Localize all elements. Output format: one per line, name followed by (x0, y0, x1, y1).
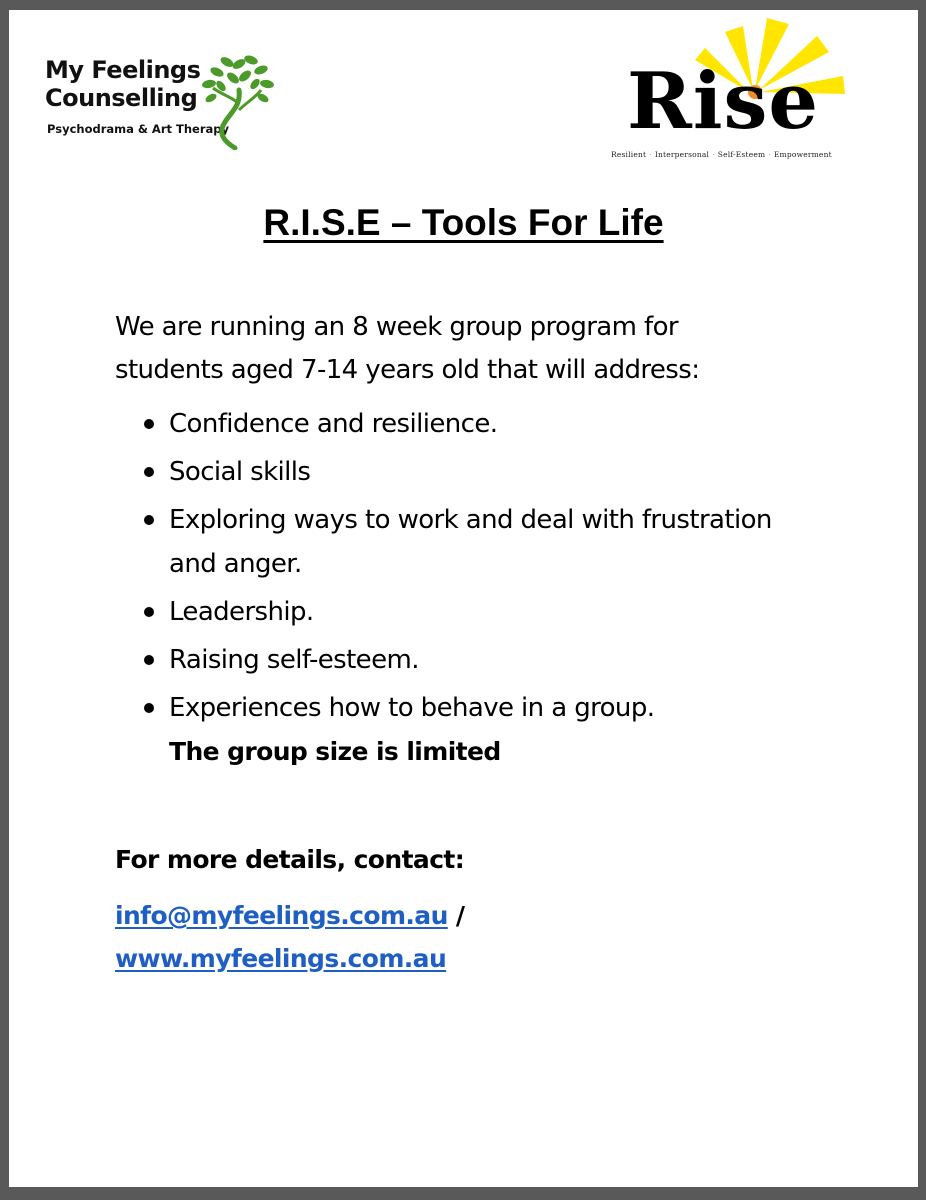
list-item: Social skills (169, 450, 809, 494)
list-item: Raising self-esteem. (169, 638, 809, 682)
email-link[interactable]: info@myfeelings.com.au (115, 901, 448, 930)
tree-icon (195, 50, 285, 150)
my-feelings-logo (45, 50, 285, 160)
logo-tagline: Psychodrama & Art Therapy (47, 122, 229, 136)
link-separator: / (455, 901, 465, 930)
rise-wordmark: Rise (627, 56, 819, 147)
list-item: Confidence and resilience. (169, 402, 809, 446)
intro-paragraph: We are running an 8 week group program for students aged 7-14 years old that will address: (115, 312, 700, 385)
list-item: Leadership. (169, 590, 809, 634)
list-item: Exploring ways to work and deal with frustration and anger. (169, 498, 809, 586)
list-item: Experiences how to behave in a group. (169, 686, 809, 730)
topics-list (169, 402, 809, 734)
contact-links (115, 894, 715, 980)
document-title: R.I.S.E – Tools For Life (263, 202, 664, 243)
document-page (9, 10, 918, 1187)
rise-subtitle: Resilient · Interpersonal · Self-Esteem · Empowerment (611, 150, 832, 159)
contact-label: For more details, contact: (115, 845, 465, 874)
website-link[interactable]: www.myfeelings.com.au (115, 944, 447, 973)
rise-logo (607, 18, 907, 168)
group-size-note: The group size is limited (169, 737, 501, 766)
logo-name: My Feelings Counselling (45, 56, 201, 112)
